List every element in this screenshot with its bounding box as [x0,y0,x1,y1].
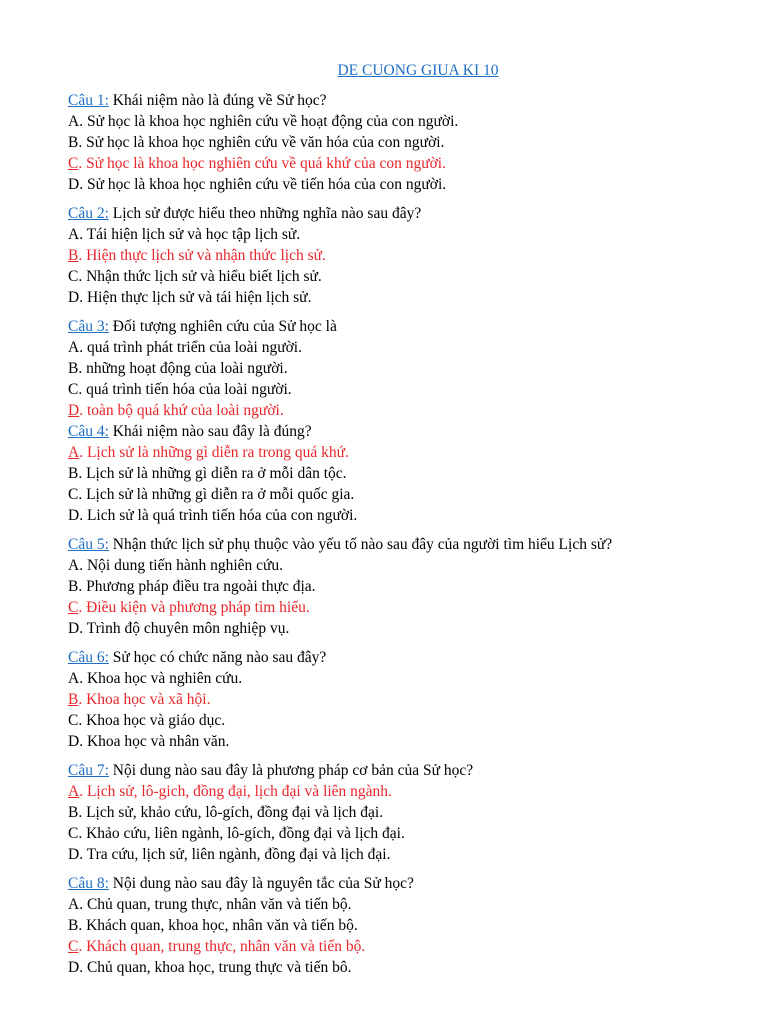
option-letter: C [68,486,79,503]
question-6 [68,647,748,752]
option-letter: A [68,113,80,130]
option-letter: D [68,507,80,524]
answer-option-b [68,576,748,597]
option-letter: D [68,733,80,750]
answer-option-b [68,132,748,153]
question-5 [68,534,748,639]
answer-option-d [68,174,748,195]
question-text: Sử học có chức năng nào sau đây? [108,649,327,666]
question-stem [68,316,748,337]
option-text: . Tái hiện lịch sử và học tập lịch sử. [79,226,301,243]
option-letter: B [68,465,79,482]
option-letter: C [68,938,79,955]
answer-option-a [68,337,748,358]
question-stem [68,203,748,224]
option-letter: C [68,381,79,398]
option-letter: B [68,247,79,264]
answer-option-d [68,731,748,752]
option-text: . Khoa học và xã hội. [78,691,211,708]
option-text: . những hoạt động của loài người. [78,360,288,377]
option-text: . Hiện thực lịch sử và nhận thức lịch sử. [78,247,326,264]
answer-option-b [68,245,748,266]
question-stem [68,760,748,781]
option-text: . Phương pháp điều tra ngoài thực địa. [78,578,316,595]
option-letter: A [68,670,80,687]
option-text: . Khách quan, trung thực, nhân văn và tiến bộ. [78,938,366,955]
document-title: DE CUONG GIUA KI 10 [337,62,499,79]
option-text: . Khách quan, khoa học, nhân văn và tiến bộ. [78,917,358,934]
question-stem [68,421,748,442]
question-text: Nội dung nào sau đây là phương pháp cơ bản của Sử học? [108,762,474,779]
option-text: . Sử học là khoa học nghiên cứu về hoạt động của con người. [79,113,459,130]
question-8 [68,873,748,978]
option-letter: A [68,783,80,800]
option-text: . Lịch sử, lô-gich, đồng đại, lịch đại và liên ngành. [79,783,392,800]
question-text: Nội dung nào sau đây là nguyên tắc của Sử học? [108,875,414,892]
option-text: . Tra cứu, lịch sử, liên ngành, đồng đại và lịch đại. [79,846,391,863]
option-letter: D [68,402,80,419]
answer-option-c [68,153,748,174]
option-text: . Lịch sử là những gì diễn ra trong quá khứ. [79,444,349,461]
question-text: Khái niệm nào là đúng về Sử học? [108,92,327,109]
answer-option-b [68,463,748,484]
question-3 [68,316,748,421]
answer-option-c [68,710,748,731]
option-text: . Lịch sử, khảo cứu, lô-gích, đồng đại và lịch đại. [78,804,384,821]
option-letter: A [68,557,80,574]
question-label[interactable]: Câu 4: [68,423,109,440]
question-stem [68,534,748,555]
answer-option-d [68,844,748,865]
answer-option-c [68,936,748,957]
option-text: . Sử học là khoa học nghiên cứu về văn hóa của con người. [78,134,445,151]
option-text: . quá trình tiến hóa của loài người. [78,381,292,398]
option-letter: B [68,360,79,377]
question-text: Đối tượng nghiên cứu của Sử học là [108,318,337,335]
answer-option-d [68,400,748,421]
question-text: Nhận thức lịch sử phụ thuộc vào yếu tố nào sau đây của người tìm hiểu Lịch sử? [108,536,613,553]
question-text: Lịch sử được hiểu theo những nghĩa nào sau đây? [108,205,422,222]
option-text: . Chủ quan, trung thực, nhân văn và tiến bộ. [79,896,352,913]
option-letter: A [68,444,80,461]
answer-option-a [68,224,748,245]
option-letter: B [68,578,79,595]
answer-option-d [68,505,748,526]
answer-option-a [68,781,748,802]
question-stem [68,647,748,668]
answer-option-b [68,915,748,936]
question-stem [68,90,748,111]
option-letter: D [68,289,80,306]
option-text: . Nhận thức lịch sử và hiểu biết lịch sử. [78,268,322,285]
answer-option-d [68,618,748,639]
option-text: . Khoa học và giáo dục. [78,712,226,729]
answer-option-b [68,689,748,710]
option-letter: B [68,691,79,708]
question-label[interactable]: Câu 3: [68,318,109,335]
answer-option-a [68,111,748,132]
answer-option-c [68,266,748,287]
option-letter: A [68,226,80,243]
answer-option-a [68,442,748,463]
option-text: . Nội dung tiến hành nghiên cứu. [79,557,284,574]
answer-option-c [68,379,748,400]
option-letter: D [68,959,80,976]
answer-option-d [68,957,748,978]
question-label[interactable]: Câu 8: [68,875,109,892]
option-letter: B [68,917,79,934]
option-letter: B [68,134,79,151]
answer-option-b [68,358,748,379]
question-stem [68,873,748,894]
option-text: . Lich sử là quá trình tiến hóa của con người. [79,507,358,524]
option-text: . Sử học là khoa học nghiên cứu về quá khứ của con người. [78,155,446,172]
option-letter: C [68,599,79,616]
option-letter: B [68,804,79,821]
question-2 [68,203,748,308]
option-letter: D [68,620,80,637]
question-label[interactable]: Câu 6: [68,649,109,666]
option-text: . Sử học là khoa học nghiên cứu về tiến hóa của con người. [79,176,447,193]
question-label[interactable]: Câu 2: [68,205,109,222]
question-text: Khái niệm nào sau đây là đúng? [108,423,312,440]
question-label[interactable]: Câu 5: [68,536,109,553]
option-text: . Khảo cứu, liên ngành, lô-gích, đồng đại và lịch đại. [78,825,405,842]
option-text: . Lịch sử là những gì diễn ra ở mỗi dân tộc. [78,465,347,482]
question-4 [68,421,748,526]
answer-option-a [68,894,748,915]
option-text: . toàn bộ quá khứ của loài người. [79,402,284,419]
option-text: . Lịch sử là những gì diễn ra ở mỗi quốc gia. [78,486,355,503]
question-label[interactable]: Câu 7: [68,762,109,779]
option-letter: D [68,846,80,863]
option-text: . Điều kiện và phương pháp tìm hiểu. [78,599,310,616]
answer-option-d [68,287,748,308]
option-text: . Khoa học và nhân văn. [79,733,230,750]
option-letter: C [68,712,79,729]
question-1 [68,90,748,195]
option-text: . Chủ quan, khoa học, trung thực và tiến bô. [79,959,352,976]
option-letter: D [68,176,80,193]
question-label[interactable]: Câu 1: [68,92,109,109]
answer-option-c [68,823,748,844]
option-letter: A [68,896,80,913]
document-page [68,60,748,986]
question-7 [68,760,748,865]
option-text: . quá trình phát triển của loài người. [79,339,302,356]
option-letter: A [68,339,80,356]
option-letter: C [68,825,79,842]
answer-option-a [68,668,748,689]
answer-option-c [68,597,748,618]
answer-option-b [68,802,748,823]
option-text: . Hiện thực lịch sử và tái hiện lịch sử. [79,289,312,306]
option-letter: C [68,155,79,172]
option-text: . Khoa học và nghiên cứu. [79,670,243,687]
option-text: . Trình độ chuyên môn nghiệp vụ. [79,620,290,637]
answer-option-c [68,484,748,505]
option-letter: C [68,268,79,285]
answer-option-a [68,555,748,576]
